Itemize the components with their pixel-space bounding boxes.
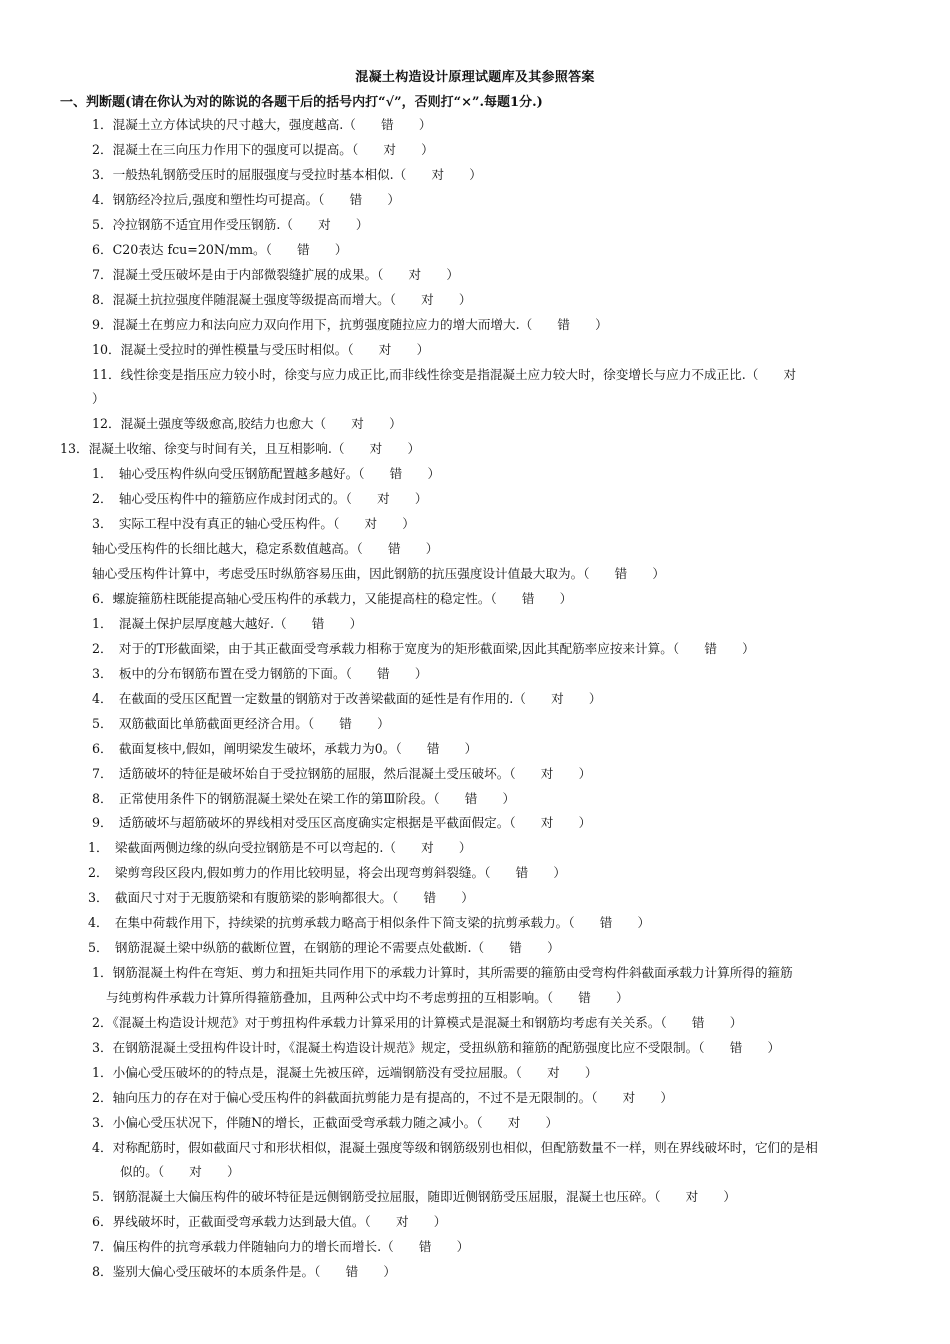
question-line: 9． 适筋破坏与超筋破坏的界线相对受压区高度确实定根据是平截面假定。（ 对 ） [92,815,592,830]
question-line-cont: 与纯剪构件承载力计算所得箍筋叠加，且两种公式中均不考虑剪扭的互相影响。（ 错 ） [106,990,629,1005]
question-line: 2．《混凝土构造设计规范》对于剪扭构件承载力计算采用的计算模式是混凝土和钢筋均考虑有关关系。（ 错 ） [92,1015,743,1030]
question-line: 6．螺旋箍筋柱既能提高轴心受压构件的承载力，又能提高柱的稳定性。（ 错 ） [92,591,573,606]
question-line: 3．在钢筋混凝土受扭构件设计时，《混凝土构造设计规范》规定，受扭纵筋和箍筋的配筋强度比应不受限制。（ 错 ） [92,1040,781,1055]
question-line: 6．界线破坏时，正截面受弯承载力达到最大值。（ 对 ） [92,1214,447,1229]
question-line: 6． 截面复核中,假如，阐明梁发生破坏，承载力为0。（ 错 ） [92,741,478,756]
question-line: 5． 双筋截面比单筋截面更经济合用。（ 错 ） [92,716,390,731]
question-line: 1．小偏心受压破坏的的特点是，混凝土先被压碎，远端钢筋没有受拉屈服。（ 对 ） [92,1065,598,1080]
question-line: 1．混凝土立方体试块的尺寸越大，强度越高.（ 错 ） [92,117,432,132]
question-line: 1． 轴心受压构件纵向受压钢筋配置越多越好。（ 错 ） [92,466,441,481]
question-line: 3．一般热轧钢筋受压时的屈服强度与受拉时基本相似.（ 对 ） [92,167,482,182]
question-line: 5． 钢筋混凝土梁中纵筋的截断位置，在钢筋的理论不需要点处截断.（ 错 ） [88,940,560,955]
question-line: 5．钢筋混凝土大偏压构件的破坏特征是远侧钢筋受拉屈服，随即近侧钢筋受压屈服，混凝土也压碎。（ 对 ） [92,1189,736,1204]
question-line: 7．混凝土受压破坏是由于内部微裂缝扩展的成果。（ 对 ） [92,267,459,282]
question-line: 9．混凝土在剪应力和法向应力双向作用下，抗剪强度随拉应力的增大而增大.（ 错 ） [92,317,608,332]
question-line: 4．对称配筋时，假如截面尺寸和形状相似，混凝土强度等级和钢筋级别也相似，但配筋数量不一样，则在界线破坏时，它们的是相 [92,1140,818,1155]
question-line: 4． 在截面的受压区配置一定数量的钢筋对于改善梁截面的延性是有作用的.（ 对 ） [92,691,602,706]
question-line: 1． 梁截面两侧边缘的纵向受拉钢筋是不可以弯起的.（ 对 ） [88,840,472,855]
question-line: 8． 正常使用条件下的钢筋混凝土梁处在梁工作的第Ⅲ阶段。（ 错 ） [92,791,516,806]
question-line: 轴心受压构件计算中，考虑受压时纵筋容易压曲，因此钢筋的抗压强度设计值最大取为。（ 错 ） [92,566,666,581]
question-line: 12．混凝土强度等级愈高,胶结力也愈大（ 对 ） [92,416,402,431]
question-line: 1． 混凝土保护层厚度越大越好.（ 错 ） [92,616,363,631]
document-title: 混凝土构造设计原理试题库及其参照答案 [355,70,595,85]
question-line: 2． 对于的T形截面梁，由于其正截面受弯承载力相称于宽度为的矩形截面梁,因此其配筋率应按来计算。（ 错 ） [92,641,755,656]
question-line: 5．冷拉钢筋不适宜用作受压钢筋.（ 对 ） [92,217,369,232]
question-line: 4．钢筋经冷拉后,强度和塑性均可提高。（ 错 ） [92,192,400,207]
question-line-cont: 似的。（ 对 ） [120,1164,240,1179]
question-line: 7． 适筋破坏的特征是破坏始自于受拉钢筋的屈服，然后混凝土受压破坏。（ 对 ） [92,766,592,781]
question-line: 2．混凝土在三向压力作用下的强度可以提高。（ 对 ） [92,142,434,157]
question-line: 8．混凝土抗拉强度伴随混凝土强度等级提高而增大。（ 对 ） [92,292,472,307]
question-line: 2． 梁剪弯段区段内,假如剪力的作用比较明显，将会出现弯剪斜裂缝。（ 错 ） [88,865,566,880]
question-line: 6．C20表达 fcu=20N/mm。（ 错 ） [92,242,348,257]
question-line: 1．钢筋混凝土构件在弯矩、剪力和扭矩共同作用下的承载力计算时，其所需要的箍筋由受弯构件斜截面承载力计算所得的箍筋 [92,965,793,980]
question-line: 2． 轴心受压构件中的箍筋应作成封闭式的。（ 对 ） [92,491,428,506]
question-line: 8．鉴别大偏心受压破坏的本质条件是。（ 错 ） [92,1264,396,1279]
question-line: 2．轴向压力的存在对于偏心受压构件的斜截面抗剪能力是有提高的，不过不是无限制的。（ 对 ） [92,1090,674,1105]
question-line: 13．混凝土收缩、徐变与时间有关，且互相影响.（ 对 ） [60,441,421,456]
question-line: 11．线性徐变是指压应力较小时，徐变与应力成正比,而非线性徐变是指混凝土应力较大时，徐变增长与应力不成正比.（ 对 [92,367,797,382]
question-line: 3． 板中的分布钢筋布置在受力钢筋的下面。（ 错 ） [92,666,428,681]
question-line-cont: ） [92,391,105,406]
question-line: 3．小偏心受压状况下，伴随N的增长，正截面受弯承载力随之减小。（ 对 ） [92,1115,559,1130]
question-line: 7．偏压构件的抗弯承载力伴随轴向力的增长而增长.（ 错 ） [92,1239,470,1254]
section-heading: 一、判断题(请在你认为对的陈说的各题干后的括号内打“√”，否则打“×”.每题1分.) [60,95,543,110]
question-line: 轴心受压构件的长细比越大，稳定系数值越高。（ 错 ） [92,541,439,556]
question-line: 4． 在集中荷载作用下，持续梁的抗剪承载力略高于相似条件下简支梁的抗剪承载力。（ 错 ） [88,915,651,930]
question-line: 10．混凝土受拉时的弹性模量与受压时相似。（ 对 ） [92,342,430,357]
question-line: 3． 截面尺寸对于无腹筋梁和有腹筋梁的影响都很大。（ 错 ） [88,890,474,905]
question-line: 3． 实际工程中没有真正的轴心受压构件。（ 对 ） [92,516,415,531]
